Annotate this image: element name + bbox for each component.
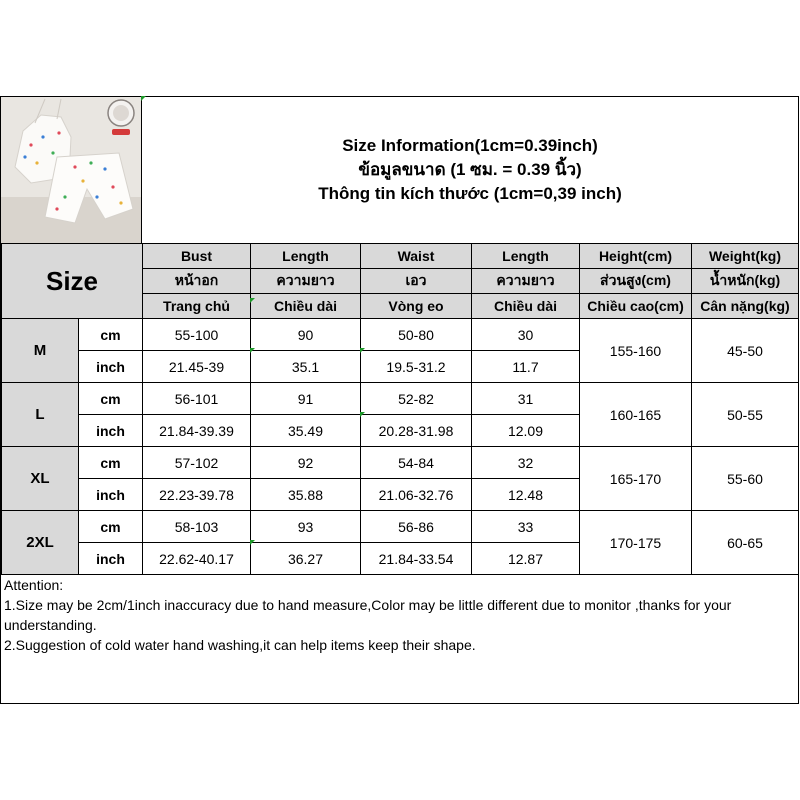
- col-header-th: หน้าอก: [143, 269, 251, 294]
- size-name-cell: 2XL: [2, 511, 79, 575]
- waist-cell: 56-86: [361, 511, 472, 543]
- bust-cell: 58-103: [143, 511, 251, 543]
- cell-corner-mark: [250, 298, 255, 303]
- col-header-en: Waist: [361, 244, 472, 269]
- header-row-english: [2, 244, 799, 269]
- size-name-cell: M: [2, 319, 79, 383]
- unit-cell: inch: [79, 479, 143, 511]
- height-cell: 155-160: [580, 319, 692, 383]
- cell-corner-mark: [250, 348, 255, 353]
- length-cell: 31: [472, 383, 580, 415]
- col-header-th: น้ำหนัก(kg): [692, 269, 799, 294]
- table-row: [2, 319, 799, 351]
- weight-cell: 45-50: [692, 319, 799, 383]
- unit-cell: inch: [79, 351, 143, 383]
- length-cell: 93: [251, 511, 361, 543]
- col-header-vi: Trang chủ: [143, 294, 251, 319]
- bust-cell: 55-100: [143, 319, 251, 351]
- cell-corner-mark: [141, 96, 146, 101]
- bust-cell: 21.84-39.39: [143, 415, 251, 447]
- size-header-cell: Size: [2, 244, 143, 319]
- weight-cell: 50-55: [692, 383, 799, 447]
- col-header-en: Length: [251, 244, 361, 269]
- col-header-th: เอว: [361, 269, 472, 294]
- waist-cell: 54-84: [361, 447, 472, 479]
- table-row: [2, 447, 799, 479]
- title-thai: ข้อมูลขนาด (1 ซม. = 0.39 นิ้ว): [358, 160, 582, 179]
- length-cell: 35.88: [251, 479, 361, 511]
- unit-cell: inch: [79, 415, 143, 447]
- length-cell: 90: [251, 319, 361, 351]
- unit-cell: cm: [79, 511, 143, 543]
- cell-corner-mark: [360, 348, 365, 353]
- unit-cell: inch: [79, 543, 143, 575]
- attention-note-1: 1.Size may be 2cm/1inch inaccuracy due to hand measure,Color may be little different due to monitor ,thanks for your understanding.: [4, 597, 732, 633]
- col-header-vi: Cân nặng(kg): [692, 294, 799, 319]
- length-cell: 32: [472, 447, 580, 479]
- table-row: [2, 383, 799, 415]
- cell-corner-mark: [250, 540, 255, 545]
- waist-cell: 19.5-31.2: [361, 351, 472, 383]
- length-cell: 12.48: [472, 479, 580, 511]
- bust-cell: 22.23-39.78: [143, 479, 251, 511]
- col-header-en: Length: [472, 244, 580, 269]
- bust-cell: 56-101: [143, 383, 251, 415]
- height-cell: 165-170: [580, 447, 692, 511]
- product-photo: [1, 97, 142, 243]
- title-english: Size Information(1cm=0.39inch): [342, 136, 598, 155]
- col-header-en: Bust: [143, 244, 251, 269]
- unit-cell: cm: [79, 447, 143, 479]
- chart-header: [1, 97, 798, 244]
- col-header-en: Height(cm): [580, 244, 692, 269]
- col-header-vi: Vòng eo: [361, 294, 472, 319]
- length-cell: 33: [472, 511, 580, 543]
- table-row: [2, 511, 799, 543]
- col-header-th: ความยาว: [472, 269, 580, 294]
- height-cell: 160-165: [580, 383, 692, 447]
- size-name-cell: XL: [2, 447, 79, 511]
- size-table-wrap: [1, 243, 798, 573]
- length-cell: 91: [251, 383, 361, 415]
- waist-cell: 21.06-32.76: [361, 479, 472, 511]
- product-photo-illustration: [1, 97, 141, 243]
- length-cell: 35.49: [251, 415, 361, 447]
- col-header-th: ความยาว: [251, 269, 361, 294]
- bust-cell: 57-102: [143, 447, 251, 479]
- length-cell: 11.7: [472, 351, 580, 383]
- size-name-cell: L: [2, 383, 79, 447]
- weight-cell: 60-65: [692, 511, 799, 575]
- attention-note-2: 2.Suggestion of cold water hand washing,it can help items keep their shape.: [4, 637, 476, 653]
- length-cell: 12.09: [472, 415, 580, 447]
- size-chart-sheet: [0, 96, 799, 704]
- length-cell: 92: [251, 447, 361, 479]
- size-table: [1, 243, 799, 575]
- col-header-vi: Chiều dài: [251, 294, 361, 319]
- size-table-body: [2, 244, 799, 575]
- length-cell: 12.87: [472, 543, 580, 575]
- length-cell: 30: [472, 319, 580, 351]
- col-header-vi: Chiều cao(cm): [580, 294, 692, 319]
- col-header-vi: Chiều dài: [472, 294, 580, 319]
- waist-cell: 20.28-31.98: [361, 415, 472, 447]
- title-block: [142, 97, 798, 243]
- attention-notes: [4, 575, 794, 655]
- height-cell: 170-175: [580, 511, 692, 575]
- unit-cell: cm: [79, 383, 143, 415]
- attention-heading: Attention:: [4, 577, 64, 593]
- waist-cell: 52-82: [361, 383, 472, 415]
- title-vietnamese: Thông tin kích thước (1cm=0,39 inch): [318, 184, 622, 203]
- unit-cell: cm: [79, 319, 143, 351]
- col-header-en: Weight(kg): [692, 244, 799, 269]
- bust-cell: 21.45-39: [143, 351, 251, 383]
- waist-cell: 21.84-33.54: [361, 543, 472, 575]
- length-cell: 35.1: [251, 351, 361, 383]
- weight-cell: 55-60: [692, 447, 799, 511]
- bust-cell: 22.62-40.17: [143, 543, 251, 575]
- waist-cell: 50-80: [361, 319, 472, 351]
- length-cell: 36.27: [251, 543, 361, 575]
- cell-corner-mark: [360, 412, 365, 417]
- col-header-th: ส่วนสูง(cm): [580, 269, 692, 294]
